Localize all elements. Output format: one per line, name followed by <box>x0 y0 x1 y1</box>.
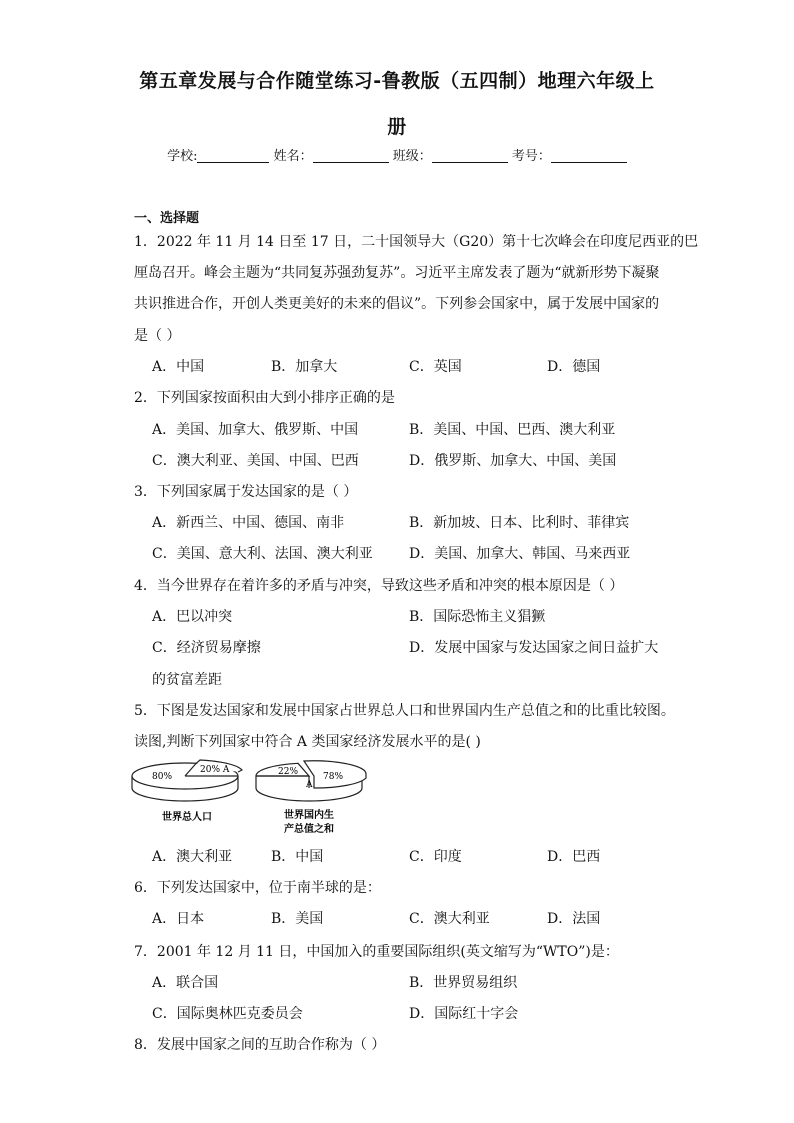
section-heading: 一、选择题 <box>134 211 200 226</box>
q4-option-a[interactable]: A．巴以冲突 <box>152 609 233 625</box>
q4-option-d-continuation: 的贫富差距 <box>152 672 222 688</box>
student-info-row <box>0 145 794 164</box>
q1-stem-line-4: 是（ ） <box>134 328 181 344</box>
q3-option-b[interactable]: B．新加坡、日本、比利时、菲律宾 <box>409 515 630 531</box>
q5-stem-line-1: 5．下图是发达国家和发展中国家占世界总人口和世界国内生产总值之和的比重比较图。 <box>134 703 675 719</box>
q5-option-c[interactable]: C．印度 <box>409 849 462 865</box>
pie-world-gdp <box>256 761 366 801</box>
pie-world-population <box>132 760 242 801</box>
school-label: 学校: <box>167 149 198 164</box>
q6-option-d[interactable]: D．法国 <box>547 911 601 927</box>
page-title-line-1: 第五章发展与合作随堂练习-鲁教版（五四制）地理六年级上 <box>139 70 655 92</box>
pie2-caption-line-2: 产总值之和 <box>284 824 334 835</box>
q3-stem: 3．下列国家属于发达国家的是（ ） <box>134 484 358 500</box>
pie2-caption-line-1: 世界国内生 <box>284 810 334 821</box>
class-label: 班级： <box>392 149 432 164</box>
q4-option-c[interactable]: C．经济贸易摩擦 <box>152 640 261 656</box>
number-field[interactable] <box>551 148 627 163</box>
q2-option-d[interactable]: D．俄罗斯、加拿大、中国、美国 <box>409 453 617 469</box>
q5-pie-figure <box>128 758 368 840</box>
q6-option-a[interactable]: A．日本 <box>152 911 205 927</box>
q1-option-b[interactable]: B．加拿大 <box>271 359 338 375</box>
q1-option-a[interactable]: A．中国 <box>152 359 205 375</box>
q5-stem-line-2: 读图,判断下列国家中符合 A 类国家经济发展水平的是( ) <box>134 734 481 750</box>
pie2-small-label: 22% <box>278 767 299 777</box>
q1-stem-line-2: 厘岛召开。峰会主题为“共同复苏强劲复苏”。习近平主席发表了题为“就新形势下凝聚 <box>134 265 660 281</box>
page-title-line-2: 册 <box>387 116 407 138</box>
q2-stem: 2．下列国家按面积由大到小排序正确的是 <box>134 390 395 406</box>
q2-option-c[interactable]: C．澳大利亚、美国、中国、巴西 <box>152 453 359 469</box>
q3-option-d[interactable]: D．美国、加拿大、韩国、马来西亚 <box>409 546 631 562</box>
q2-option-a[interactable]: A．美国、加拿大、俄罗斯、中国 <box>152 422 359 438</box>
q7-option-a[interactable]: A．联合国 <box>152 975 219 991</box>
number-label: 考号： <box>511 149 551 164</box>
q4-option-d[interactable]: D．发展中国家与发达国家之间日益扩大 <box>409 640 659 656</box>
q1-stem-line-3: 共识推进合作，开创人类更美好的未来的倡议”。下列参会国家中，属于发展中国家的 <box>134 296 660 312</box>
q2-option-b[interactable]: B．美国、中国、巴西、澳大利亚 <box>409 422 616 438</box>
class-field[interactable] <box>432 148 508 163</box>
q7-stem: 7．2001 年 12 月 11 日，中国加入的重要国际组织(英文缩写为“WTO”)是： <box>134 944 619 960</box>
pie1-big-label: 80% <box>152 772 173 782</box>
q6-stem: 6．下列发达国家中，位于南半球的是： <box>134 880 381 896</box>
q7-option-d[interactable]: D．国际红十字会 <box>409 1006 519 1022</box>
q5-option-b[interactable]: B．中国 <box>271 849 324 865</box>
q8-stem: 8．发展中国家之间的互助合作称为（ ） <box>134 1037 386 1053</box>
q7-option-b[interactable]: B．世界贸易组织 <box>409 975 518 991</box>
school-field[interactable] <box>197 148 269 163</box>
q4-option-b[interactable]: B．国际恐怖主义猖獗 <box>409 609 546 625</box>
q1-option-d[interactable]: D．德国 <box>547 359 601 375</box>
q4-stem: 4．当今世界存在着许多的矛盾与冲突，导致这些矛盾和冲突的根本原因是（ ） <box>134 578 624 594</box>
q1-stem-line-1: 1．2022 年 11 月 14 日至 17 日，二十国领导大（G20）第十七次峰会在印度尼西亚的巴 <box>134 234 699 250</box>
q7-option-c[interactable]: C．国际奥林匹克委员会 <box>152 1006 303 1022</box>
pie2-big-label: 78% <box>323 772 344 782</box>
q5-option-a[interactable]: A．澳大利亚 <box>152 849 233 865</box>
q3-option-a[interactable]: A．新西兰、中国、德国、南非 <box>152 515 345 531</box>
q5-option-d[interactable]: D．巴西 <box>547 849 601 865</box>
pie1-small-label: 20% A <box>200 765 230 775</box>
q6-option-b[interactable]: B．美国 <box>271 911 324 927</box>
pie1-caption: 世界总人口 <box>162 812 212 823</box>
q1-option-c[interactable]: C．英国 <box>409 359 462 375</box>
pie2-small-letter: A <box>306 780 313 790</box>
name-field[interactable] <box>313 148 389 163</box>
q6-option-c[interactable]: C．澳大利亚 <box>409 911 490 927</box>
q3-option-c[interactable]: C．美国、意大利、法国、澳大利亚 <box>152 546 373 562</box>
name-label: 姓名： <box>273 149 313 164</box>
